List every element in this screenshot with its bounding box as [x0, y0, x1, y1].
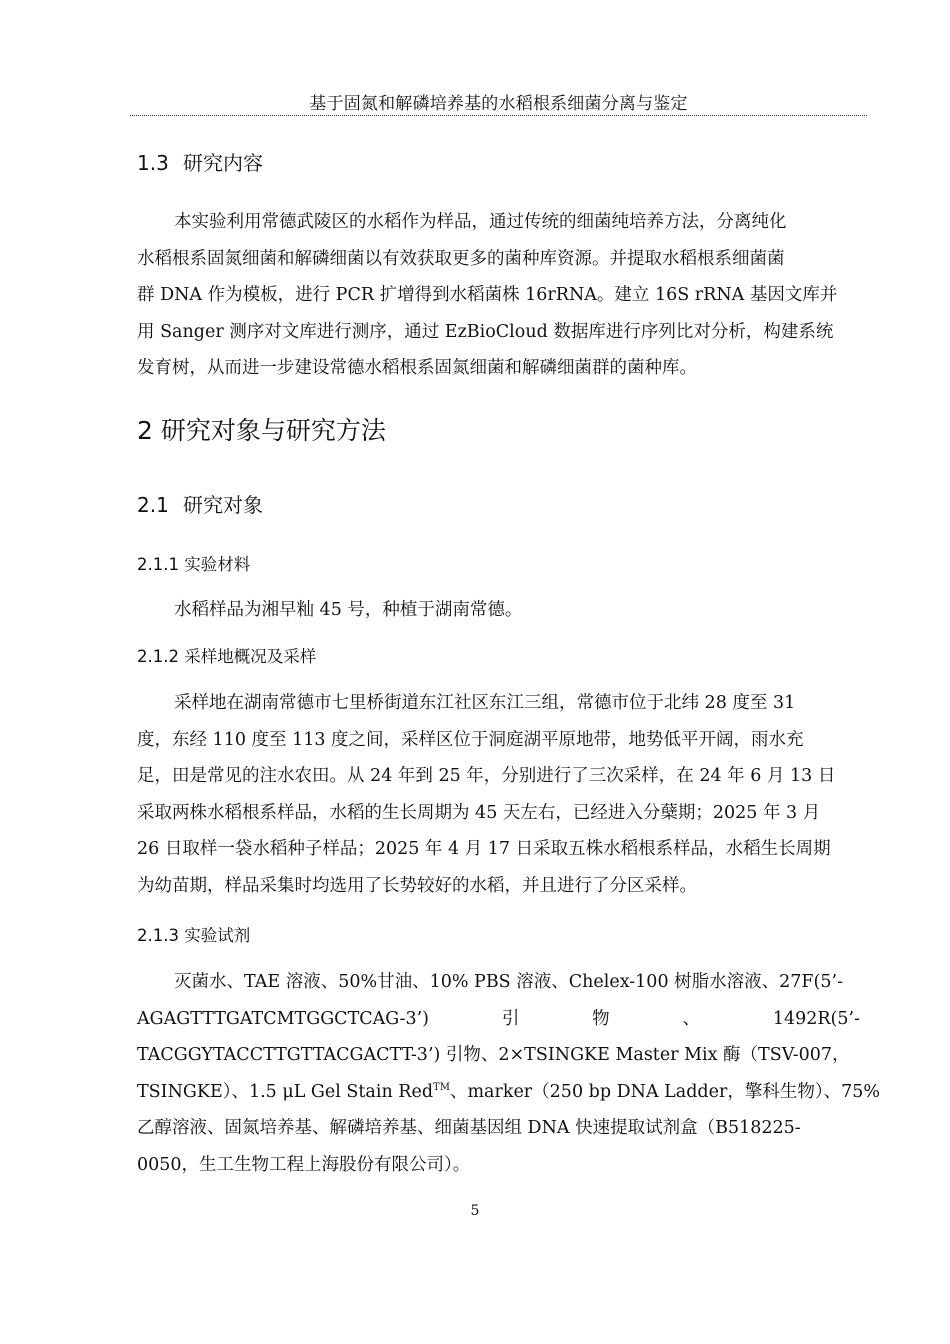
- text-fragment: 、: [682, 1008, 700, 1029]
- paragraph-reagents: [137, 964, 880, 1183]
- text-fragment: 物: [592, 1008, 610, 1029]
- text-line: 水稻根系固氮细菌和解磷细菌以有效获取更多的菌种库资源。并提取水稻根系细菌菌: [137, 248, 785, 269]
- text-line: 用 Sanger 测序对文库进行测序，通过 EzBioCloud 数据库进行序列比对分析，构建系统: [137, 321, 834, 342]
- text-line: [137, 1074, 880, 1111]
- section-heading-2-1: [137, 491, 263, 519]
- text-line: [137, 1001, 860, 1038]
- text-line: 水稻样品为湘早籼 45 号，种植于湖南常德。: [174, 600, 523, 620]
- running-header: 基于固氮和解磷培养基的水稻根系细菌分离与鉴定: [309, 94, 688, 114]
- chapter-heading-2: 2 研究对象与研究方法: [137, 416, 386, 445]
- text-fragment: 引: [501, 1008, 520, 1029]
- text-line: 发育树，从而进一步建设常德水稻根系固氮细菌和解磷细菌群的菌种库。: [137, 358, 697, 378]
- paragraph-research-content: [137, 204, 860, 387]
- subsection-heading-2-1-1: 2.1.1 实验材料: [137, 555, 251, 574]
- text-line: 26 日取样一袋水稻种子样品；2025 年 4 月 17 日采取五株水稻根系样品，水稻生长周期: [137, 839, 831, 859]
- trademark-superscript: TM: [433, 1081, 450, 1093]
- section-number: 1.3: [137, 151, 169, 175]
- subsection-heading-2-1-2: 2.1.2 采样地概况及采样: [137, 647, 317, 666]
- text-fragment: 、marker（250 bp DNA Ladder，擎科生物）、75%: [449, 1081, 880, 1102]
- section-heading-1-3: [137, 149, 263, 177]
- text-line: 本实验利用常德武陵区的水稻作为样品，通过传统的细菌纯培养方法，分离纯化: [174, 212, 787, 232]
- text-line: 乙醇溶液、固氮培养基、解磷培养基、细菌基因组 DNA 快速提取试剂盒（B518225-: [137, 1118, 801, 1138]
- text-line: TACGGYTACCTTGTTACGACTT-3’) 引物、2×TSINGKE Master Mix 酶（TSV-007，: [137, 1045, 850, 1065]
- section-title: 研究内容: [183, 151, 263, 175]
- text-line: 采取两株水稻根系样品，水稻的生长周期为 45 天左右，已经进入分蘖期；2025 年 3 月: [137, 802, 821, 823]
- subsection-heading-2-1-3: 2.1.3 实验试剂: [137, 926, 251, 945]
- page-number: 5: [470, 1203, 480, 1219]
- text-line: 度，东经 110 度至 113 度之间，采样区位于洞庭湖平原地带，地势低平开阔，雨水充: [137, 729, 804, 750]
- text-line: 为幼苗期，样品采集时均选用了长势较好的水稻，并且进行了分区采样。: [137, 875, 697, 896]
- text-line: 0050，生工生物工程上海股份有限公司）。: [137, 1154, 471, 1175]
- section-title: 研究对象: [183, 493, 263, 517]
- text-line: 群 DNA 作为模板，进行 PCR 扩增得到水稻菌株 16rRNA。建立 16S rRNA 基因文库并: [137, 285, 838, 305]
- paragraph-sampling: [137, 685, 860, 904]
- text-line: 灭菌水、TAE 溶液、50%甘油、10% PBS 溶液、Chelex-100 树脂水溶液、27F(5’-: [174, 972, 843, 992]
- text-fragment: TSINGKE）、1.5 μL Gel Stain Red: [137, 1081, 434, 1102]
- text-line: 采样地在湖南常德市七里桥街道东江社区东江三组，常德市位于北纬 28 度至 31: [174, 693, 796, 713]
- text-fragment: AGAGTTTGATCMTGGCTCAG-3’): [137, 1008, 430, 1029]
- paragraph-materials: [137, 592, 860, 629]
- text-fragment: 1492R(5’-: [772, 1008, 860, 1029]
- header-rule: [130, 115, 867, 116]
- section-number: 2.1: [137, 493, 169, 517]
- text-line: 足，田是常见的注水农田。从 24 年到 25 年，分别进行了三次采样，在 24 年 6 月 13 日: [137, 766, 836, 786]
